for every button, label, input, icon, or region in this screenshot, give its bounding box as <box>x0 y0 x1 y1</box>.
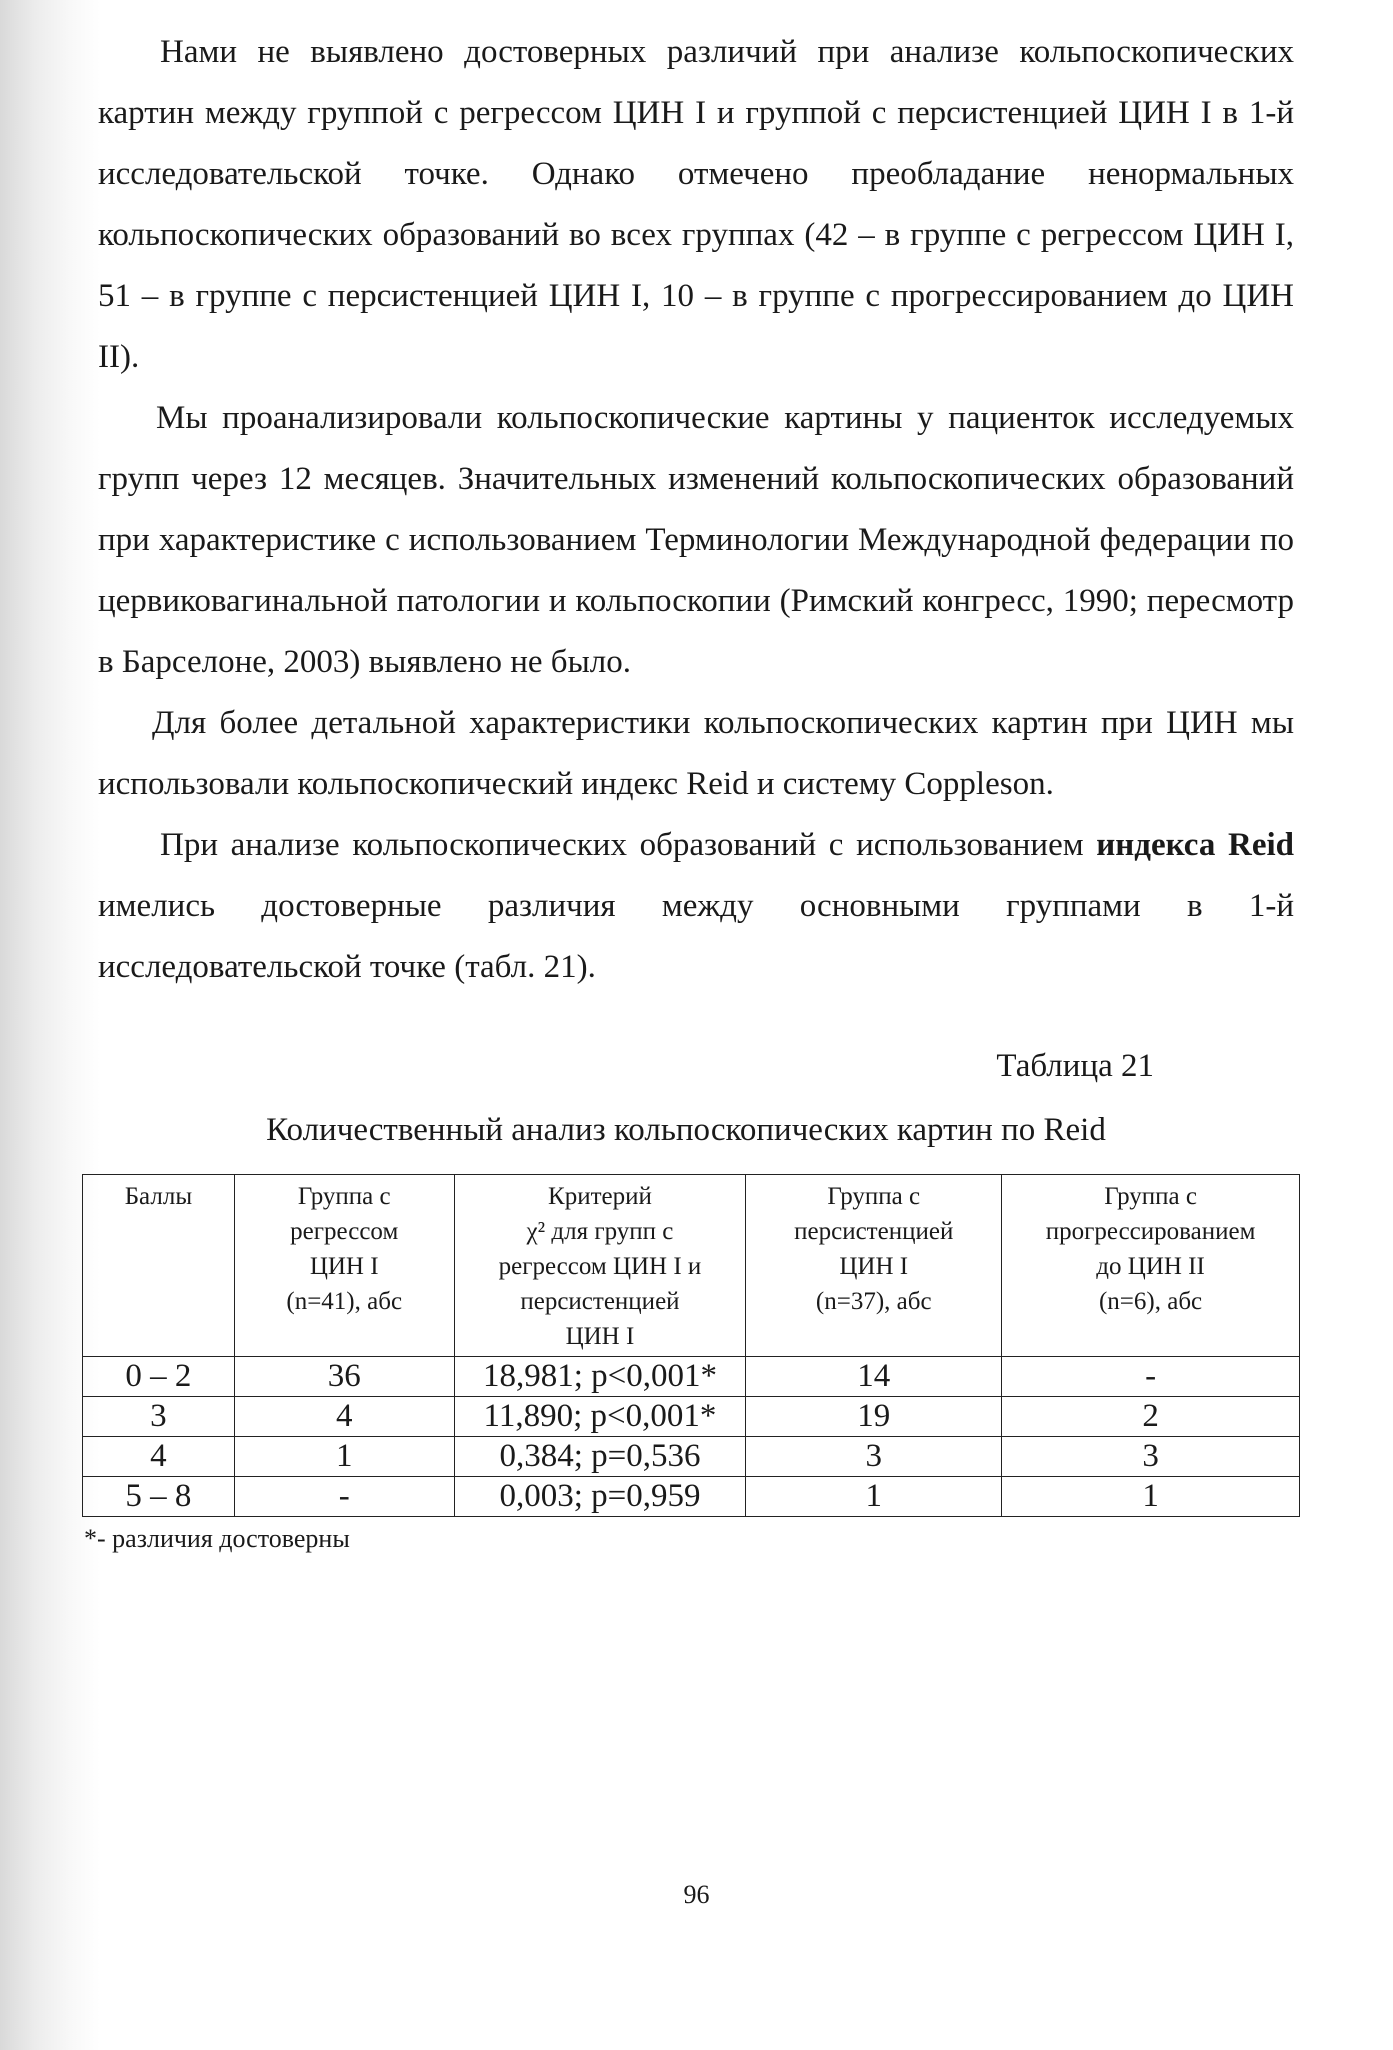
header-cell-0 <box>83 1175 235 1357</box>
header-cell-3 <box>746 1175 1002 1357</box>
paragraph-4 <box>98 815 1294 998</box>
header-line: χ² для групп с <box>526 1218 674 1245</box>
header-cell-1 <box>234 1175 454 1357</box>
table-cell: 0,003; p=0,959 <box>454 1477 746 1517</box>
document-page <box>84 22 1294 1559</box>
header-line: Группа с <box>1104 1183 1197 1210</box>
header-line: Баллы <box>124 1183 193 1210</box>
table-cell: 3 <box>83 1397 235 1437</box>
table-body <box>83 1357 1300 1517</box>
header-line: регрессом <box>290 1218 399 1245</box>
table-row <box>83 1397 1300 1437</box>
table-cell: 4 <box>234 1397 454 1437</box>
header-line: ЦИН I <box>839 1253 909 1280</box>
table-footnote: *- различия достоверны <box>84 1524 350 1553</box>
table-row <box>83 1437 1300 1477</box>
table-cell: 1 <box>746 1477 1002 1517</box>
header-line: персистенцией <box>520 1288 680 1315</box>
table-row <box>83 1477 1300 1517</box>
paragraph-2: Мы проанализировали кольпоскопические картины у пациенток исследуемых групп через 12 месяцев. Значительных изменений кольпоскопических образований при характеристике с использованием Терминологии Международной федерации по цервиковагинальной патологии и кольпоскопии (Римский конгресс, 1990; пересмотр в Барселоне, 2003) выявлено не было. <box>98 400 1294 680</box>
header-line: (n=6), абс <box>1098 1288 1203 1315</box>
table-cell: 5 – 8 <box>83 1477 235 1517</box>
table-number: Таблица 21 <box>996 1048 1154 1084</box>
table-cell: - <box>234 1477 454 1517</box>
table-cell: 3 <box>1002 1437 1300 1477</box>
table-cell: 1 <box>234 1437 454 1477</box>
header-cell-2 <box>454 1175 746 1357</box>
paragraph-1: Нами не выявлено достоверных различий при анализе кольпоскопических картин между группой с регрессом ЦИН I и группой с персистенцией ЦИН I в 1-й исследовательской точке. Однако отмечено преобладание ненормальных кольпоскопических образований во всех группах (42 – в группе с регрессом ЦИН I, 51 – в группе с персистенцией ЦИН I, 10 – в группе с прогрессированием до ЦИН II). <box>98 34 1294 375</box>
header-line: ЦИН I <box>309 1253 379 1280</box>
table-cell: - <box>1002 1357 1300 1397</box>
paragraph-4-before: При анализе кольпоскопических образований с использованием <box>160 827 1097 863</box>
table-cell: 0,384; p=0,536 <box>454 1437 746 1477</box>
table-cell: 18,981; p<0,001* <box>454 1357 746 1397</box>
header-line: прогрессированием <box>1045 1218 1256 1245</box>
paragraph-4-bold: индекса Reid <box>1096 827 1294 863</box>
header-line: Критерий <box>548 1183 652 1210</box>
table-cell: 3 <box>746 1437 1002 1477</box>
table-cell: 11,890; p<0,001* <box>454 1397 746 1437</box>
table-cell: 0 – 2 <box>83 1357 235 1397</box>
paragraph-3: Для более детальной характеристики кольпоскопических картин при ЦИН мы использовали кольпоскопический индекс Reid и систему Coppleson. <box>98 705 1294 802</box>
table-cell: 14 <box>746 1357 1002 1397</box>
scan-edge-shadow <box>0 0 100 2050</box>
header-line: Группа с <box>827 1183 921 1210</box>
header-line: (n=37), абс <box>815 1288 932 1315</box>
header-line: регрессом ЦИН I и <box>498 1253 702 1280</box>
header-line: до ЦИН II <box>1096 1253 1205 1280</box>
header-line: (n=41), абс <box>286 1288 403 1315</box>
header-cell-4 <box>1002 1175 1300 1357</box>
table-cell: 4 <box>83 1437 235 1477</box>
reid-table <box>82 1174 1300 1517</box>
table-header-row <box>83 1175 1300 1357</box>
page-number: 96 <box>683 1880 710 1909</box>
table-cell: 2 <box>1002 1397 1300 1437</box>
table-cell: 36 <box>234 1357 454 1397</box>
header-line: Группа с <box>297 1183 391 1210</box>
table-cell: 19 <box>746 1397 1002 1437</box>
table-title: Количественный анализ кольпоскопических картин по Reid <box>266 1112 1106 1148</box>
table-row <box>83 1357 1300 1397</box>
table-cell: 1 <box>1002 1477 1300 1517</box>
header-line: персистенцией <box>794 1218 954 1245</box>
paragraph-4-after: имелись достоверные различия между основными группами в 1-й исследовательской точке (табл. 21). <box>98 888 1294 985</box>
header-line: ЦИН I <box>565 1323 635 1350</box>
